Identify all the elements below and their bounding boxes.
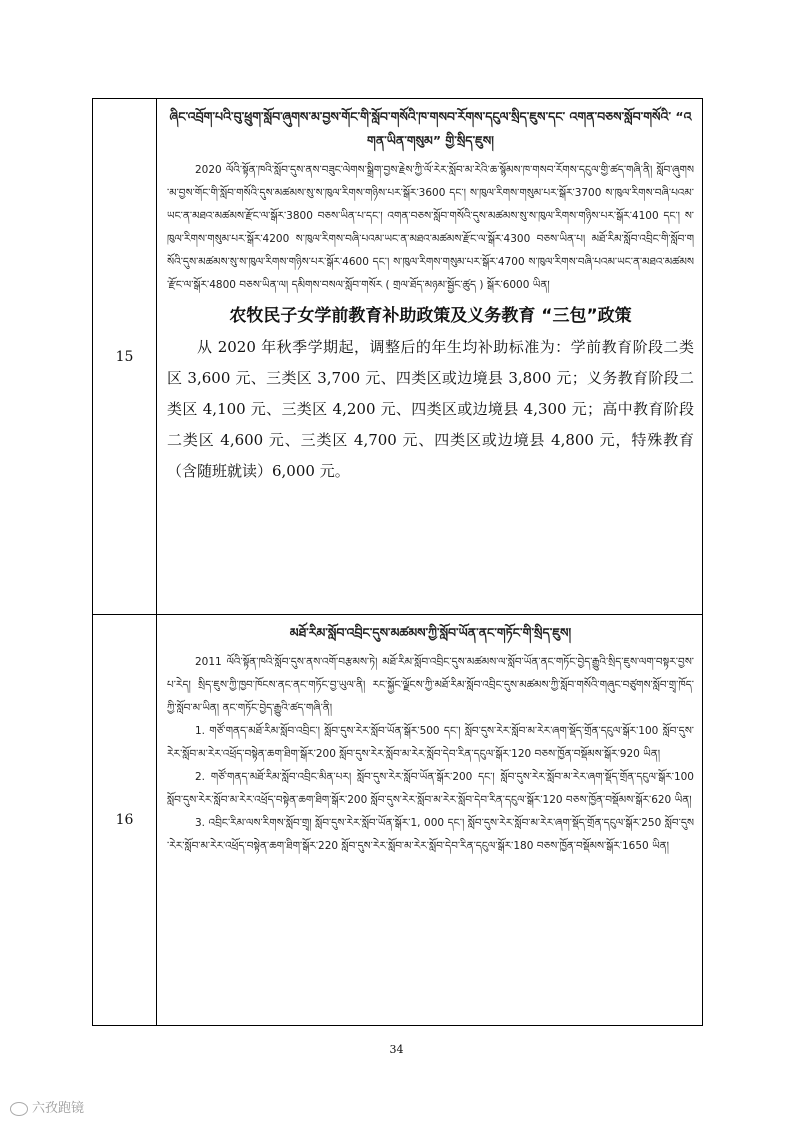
list-item: 2. གཙོ་གནད་མཐོ་རིམ་སློབ་འབྲིང་མིན་པར། སློབ་དུས་རེར་སློབ་ཡོན་སྒོར་200 དང་། སློབ་དུས་རེར་སློབ་མ་རེར་ཞག་སྡོད་གྲོན་དངུལ་སྒོར་100 སློབ་དུས་རེར་སློབ་མ་རེར་འཕྲོད་བསྟེན་ཆག་ཐིག་སྒོར་200 སློབ་དུས་རེར་སློབ་མ་རེར་སློབ་དེབ་རིན་དངུལ་སྒོར་120 བཅས་ཁྱོན་བསྡོམས་སྒོར་620 ཡིན། — [167, 771, 694, 806]
table-row — [93, 99, 702, 615]
tibetan-title: མཐོ་རིམ་སློབ་འབྲིང་དུས་མཚམས་ཀྱི་སློབ་ཡོན་ནང་གཏོང་གི་སྲིད་ཇུས། — [289, 625, 572, 640]
policy-table — [92, 98, 703, 1026]
list-item: 1. གཙོ་གནད་མཐོ་རིམ་སློབ་འབྲིང་། སློབ་དུས་རེར་སློབ་ཡོན་སྒོར་500 དང་། སློབ་དུས་རེར་སློབ་མ་རེར་ཞག་སྡོད་གྲོན་དངུལ་སྒོར་100 སློབ་དུས་རེར་སློབ་མ་རེར་འཕྲོད་བསྟེན་ཆག་ཐིག་སྒོར་200 སློབ་དུས་རེར་སློབ་མ་རེར་སློབ་དེབ་རིན་དངུལ་སྒོར་120 བཅས་ཁྱོན་བསྡོམས་སྒོར་920 ཡིན། — [167, 725, 694, 760]
watermark-logo-icon — [10, 1102, 28, 1116]
tibetan-intro: 2011 ལོའི་སྟོན་ཁའི་སློབ་དུས་ནས་འགོ་བརྩམས་ཏེ། མཐོ་རིམ་སློབ་འབྲིང་དུས་མཚམས་ལ་སློབ་ཡོན་ནང་གཏོང་བྱེད་རྒྱུའི་སྲིད་ཇུས་ལག་བསྟར་བྱས་པ་རེད། སྲིད་ཇུས་ཀྱི་ཁྱབ་ཁོངས་ནང་ནང་གཏོང་བྱ་ཡུལ་ནི། རང་སྐྱོང་ལྗོངས་ཀྱི་མཐོ་རིམ་སློབ་འབྲིང་དུས་མཚམས་ཀྱི་སློབ་གསོའི་གཞུང་བཙུགས་སློབ་གྲྭ་ཁོད་ཀྱི་སློབ་མ་ཡིན། ནང་གཏོང་བྱེད་རྒྱུའི་ཚད་གཞི་ནི། — [167, 656, 694, 714]
chinese-title: 农牧民子女学前教育补助政策及义务教育 “三包”政策 — [229, 306, 632, 326]
watermark — [10, 1097, 84, 1116]
row-content — [157, 615, 702, 1025]
watermark-text: 六孜跑镜 — [32, 1101, 85, 1116]
row-number: 15 — [93, 99, 157, 614]
tibetan-title: ཞིང་འབྲོག་པའི་བུ་ཕྲུག་སློབ་ཞུགས་མ་བྱས་གོང་གི་སློབ་གསོའི་ཁ་གསབ་རོགས་དངུལ་སྲིད་ཇུས་དང་ འགན་བཅས་སློབ་གསོའི་ “འགན་ཡིན་གསུམ” གྱི་སྲིད་ཇུས། — [169, 109, 692, 148]
page-number: 34 — [389, 1043, 404, 1056]
row-content — [157, 99, 702, 614]
table-row — [93, 615, 702, 1025]
chinese-body: 从 2020 年秋季学期起，调整后的年生均补助标准为：学前教育阶段二类区 3,600 元、三类区 3,700 元、四类区或边境县 3,800 元；义务教育阶段二类区 4,100 元、三类区 4,200 元、四类区或边境县 4,300 元；高中教育阶段二类区 4,600 元、三类区 4,700 元、四类区或边境县 4,800 元，特殊教育（含随班就读）6,000 元。 — [167, 338, 694, 480]
row-number: 16 — [93, 615, 157, 1025]
tibetan-body: 2020 ལོའི་སྟོན་ཁའི་སློབ་དུས་ནས་བཟུང་ལེགས་སྒྲིག་བྱས་རྗེས་ཀྱི་ལོ་རེར་སློབ་མ་རེའི་ཆ་སྙོམས་ཁ་གསབ་རོགས་དངུལ་གྱི་ཚད་གཞི་ནི། སློབ་ཞུགས་མ་བྱས་གོང་གི་སློབ་གསོའི་དུས་མཚམས་སུ་ས་ཁུལ་རིགས་གཉིས་པར་སྒོར་3600 དང་། ས་ཁུལ་རིགས་གསུམ་པར་སྒོར་3700 ས་ཁུལ་རིགས་བཞི་པའམ་ཡང་ན་མཐའ་མཚམས་རྫོང་ལ་སྒོར་3800 བཅས་ཡིན་པ་དང་། འགན་བཅས་སློབ་གསོའི་དུས་མཚམས་སུ་ས་ཁུལ་རིགས་གཉིས་པར་སྒོར་4100 དང་། ས་ཁུལ་རིགས་གསུམ་པར་སྒོར་4200 ས་ཁུལ་རིགས་བཞི་པའམ་ཡང་ན་མཐའ་མཚམས་རྫོང་ལ་སྒོར་4300 བཅས་ཡིན་པ། མཐོ་རིམ་སློབ་འབྲིང་གི་སློབ་གསོའི་དུས་མཚམས་སུ་ས་ཁུལ་རིགས་གཉིས་པར་སྒོར་4600 དང་། ས་ཁུལ་རིགས་གསུམ་པར་སྒོར་4700 ས་ཁུལ་རིགས་བཞི་པའམ་ཡང་ན་མཐའ་མཚམས་རྫོང་ལ་སྒོར་4800 བཅས་ཡིན་ལ། དམིགས་བསལ་སློབ་གསོར ( གྲལ་ཐོད་མཉམ་སྦྱོང་ཚུད ) སྒོར་6000 ཡིན། — [167, 164, 694, 291]
list-item: 3. འབྲིང་རིམ་ལས་རིགས་སློབ་གྲྭ། སློབ་དུས་རེར་སློབ་ཡོན་སྒོར་1, 000 དང་། སློབ་དུས་རེར་སློབ་མ་རེར་ཞག་སྡོད་གྲོན་དངུལ་སྒོར་250 སློབ་དུས་རེར་སློབ་མ་རེར་འཕྲོད་བསྟེན་ཆག་ཐིག་སྒོར་220 སློབ་དུས་རེར་སློབ་མ་རེར་སློབ་དེབ་རིན་དངུལ་སྒོར་180 བཅས་ཁྱོན་བསྡོམས་སྒོར་1650 ཡིན། — [167, 817, 694, 852]
